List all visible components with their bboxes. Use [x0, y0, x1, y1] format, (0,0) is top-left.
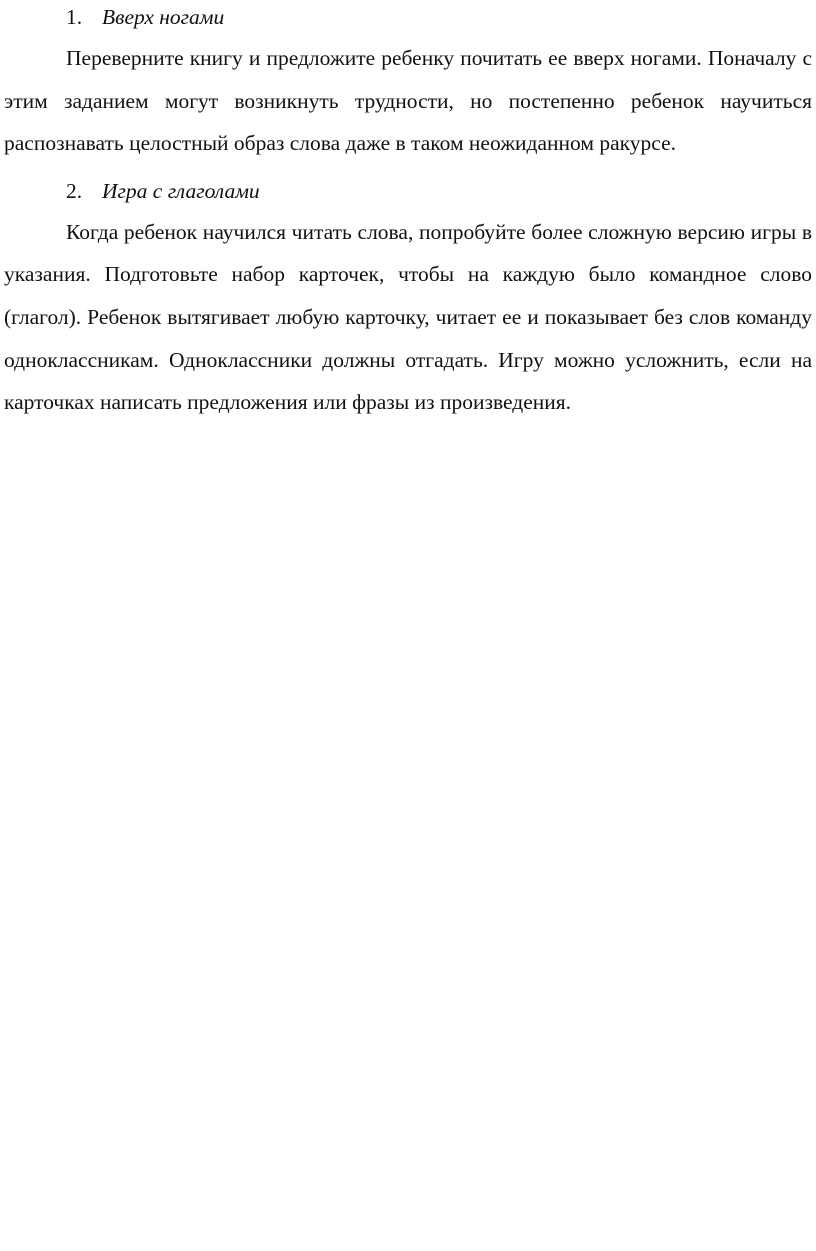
section-heading-2 — [4, 176, 812, 206]
section-heading-1 — [4, 2, 812, 32]
section-number-1: 1. — [66, 5, 83, 29]
section-number-2: 2. — [66, 178, 83, 203]
section-paragraph-2: Когда ребенок научился читать слова, попробуйте более сложную версию игры в указания. Подготовьте набор карточек, чтобы на каждую было командное слово (глагол). Ребенок вытягивает любую карточку, читает ее и показывает без слов команду одноклассникам. Одноклассники должны отгадать. Игру можно усложнить, если на карточках написать предложения или фразы из произведения. — [4, 219, 812, 415]
section-paragraph-1: Переверните книгу и предложите ребенку почитать ее вверх ногами. Поначалу с этим заданием могут возникнуть трудности, но постепенно ребенок научиться распознавать целостный образ слова даже в таком неожиданном ракурсе. — [4, 46, 812, 156]
section-title-2: Игра с глаголами — [102, 178, 260, 203]
section-title-1: Вверх ногами — [102, 5, 225, 29]
document-page — [4, 0, 812, 424]
